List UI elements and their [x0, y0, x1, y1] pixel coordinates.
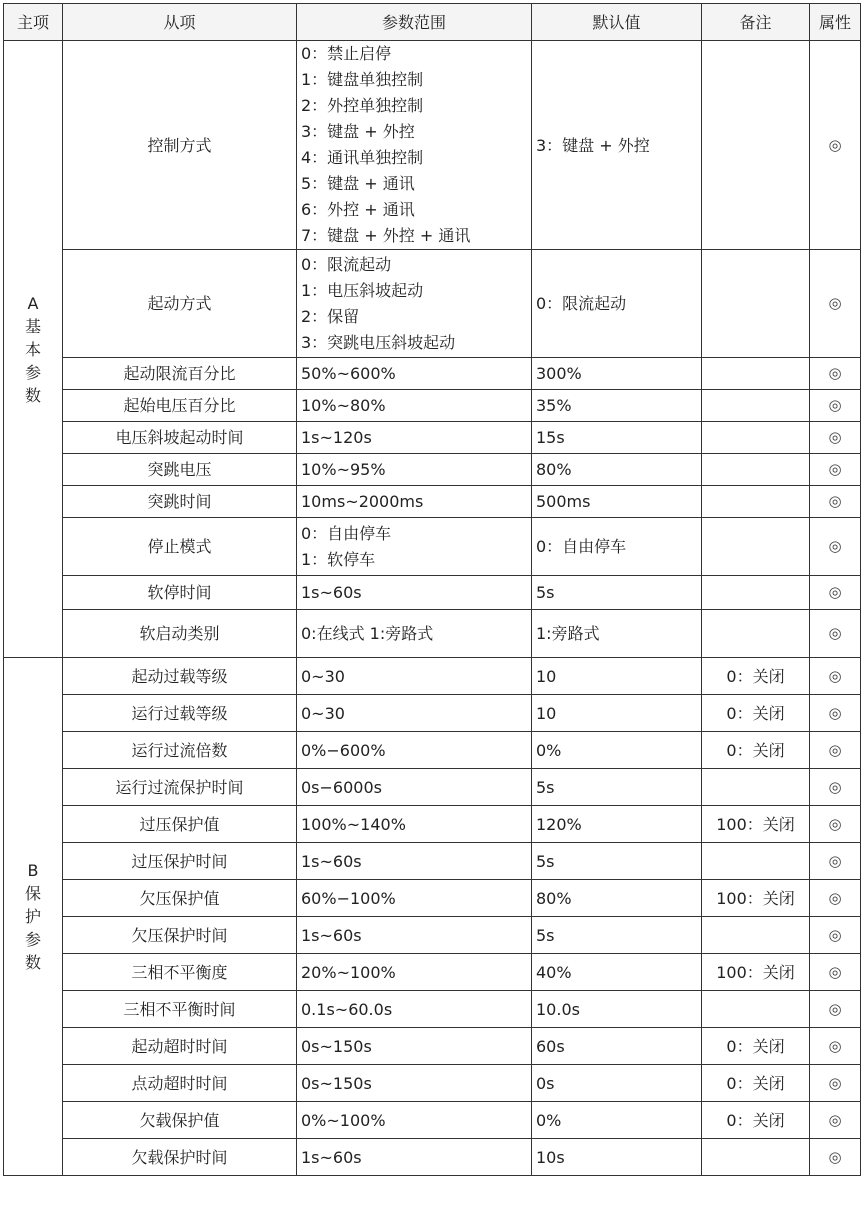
param-default: 60s — [532, 1028, 702, 1065]
param-name: 软启动类别 — [63, 610, 297, 658]
param-range — [297, 486, 532, 518]
param-range — [297, 1028, 532, 1065]
section-label-char: 参 — [24, 362, 41, 382]
param-note: 0：关闭 — [702, 732, 810, 769]
param-range — [297, 576, 532, 610]
attribute-icon: ◎ — [810, 917, 861, 954]
param-range — [297, 1139, 532, 1176]
param-default: 3：键盘 + 外控 — [532, 41, 702, 250]
param-default: 0s — [532, 1065, 702, 1102]
section-label-char: 本 — [24, 339, 41, 359]
param-name: 点动超时时间 — [63, 1065, 297, 1102]
param-range — [297, 454, 532, 486]
param-note: 0：关闭 — [702, 1028, 810, 1065]
table-row — [4, 991, 861, 1028]
param-note: 0：关闭 — [702, 695, 810, 732]
table-row — [4, 1139, 861, 1176]
param-name: 运行过载等级 — [63, 695, 297, 732]
table-row — [4, 576, 861, 610]
param-default: 0：自由停车 — [532, 518, 702, 576]
attribute-icon: ◎ — [810, 732, 861, 769]
table-row — [4, 658, 861, 695]
param-range — [297, 769, 532, 806]
table-row — [4, 41, 861, 250]
range-option: 2：保留 — [301, 306, 360, 326]
range-option: 1s~60s — [301, 925, 362, 945]
param-name: 软停时间 — [63, 576, 297, 610]
attribute-icon: ◎ — [810, 41, 861, 250]
attribute-icon: ◎ — [810, 1139, 861, 1176]
header-default: 默认值 — [532, 4, 702, 41]
header-attribute: 属性 — [810, 4, 861, 41]
range-option: 1s~60s — [301, 583, 362, 602]
param-default: 120% — [532, 806, 702, 843]
table-row — [4, 806, 861, 843]
param-note — [702, 991, 810, 1028]
section-label-char: 基 — [24, 316, 41, 336]
param-note — [702, 486, 810, 518]
table-row — [4, 917, 861, 954]
range-option: 5：键盘 + 通讯 — [301, 174, 415, 193]
param-range — [297, 358, 532, 390]
param-range — [297, 917, 532, 954]
range-option: 100%~140% — [301, 814, 406, 834]
param-range — [297, 610, 532, 658]
param-range — [297, 422, 532, 454]
param-name: 欠压保护值 — [63, 880, 297, 917]
table-row — [4, 1028, 861, 1065]
attribute-icon: ◎ — [810, 991, 861, 1028]
param-default: 15s — [532, 422, 702, 454]
range-option: 0：限流起动 — [301, 254, 392, 274]
param-range — [297, 732, 532, 769]
attribute-icon: ◎ — [810, 1065, 861, 1102]
range-option: 1s~60s — [301, 851, 362, 871]
range-option: 10ms~2000ms — [301, 492, 424, 511]
table-row — [4, 954, 861, 991]
section-label-char: 数 — [24, 953, 41, 972]
range-option: 10%~95% — [301, 460, 386, 479]
param-name: 欠压保护时间 — [63, 917, 297, 954]
section-label-char: 数 — [24, 385, 41, 405]
param-name: 突跳时间 — [63, 486, 297, 518]
table-row — [4, 518, 861, 576]
param-name: 欠载保护值 — [63, 1102, 297, 1139]
param-default: 10 — [532, 695, 702, 732]
param-range — [297, 1065, 532, 1102]
table-row — [4, 695, 861, 732]
range-option: 4：通讯单独控制 — [301, 148, 424, 167]
section-label-char: A — [27, 293, 39, 313]
param-default: 0% — [532, 1102, 702, 1139]
range-option: 0~30 — [301, 703, 345, 723]
table-row — [4, 250, 861, 358]
attribute-icon: ◎ — [810, 658, 861, 695]
header-note: 备注 — [702, 4, 810, 41]
table-row — [4, 769, 861, 806]
table-row — [4, 880, 861, 917]
param-note — [702, 769, 810, 806]
param-note — [702, 358, 810, 390]
range-option: 3：键盘 + 外控 — [301, 122, 415, 141]
section-label-char: 保 — [24, 884, 41, 903]
header-range: 参数范围 — [297, 4, 532, 41]
param-note: 0：关闭 — [702, 658, 810, 695]
param-name: 起始电压百分比 — [63, 390, 297, 422]
attribute-icon: ◎ — [810, 843, 861, 880]
attribute-icon: ◎ — [810, 1028, 861, 1065]
section-label-char: 参 — [24, 930, 41, 949]
parameter-table — [3, 3, 861, 1176]
attribute-icon: ◎ — [810, 358, 861, 390]
section-label — [4, 41, 63, 658]
header-row — [4, 4, 861, 41]
param-note — [702, 518, 810, 576]
table-row — [4, 454, 861, 486]
attribute-icon: ◎ — [810, 769, 861, 806]
attribute-icon: ◎ — [810, 250, 861, 358]
param-note — [702, 610, 810, 658]
param-name: 电压斜坡起动时间 — [63, 422, 297, 454]
param-range — [297, 250, 532, 358]
range-option: 0:在线式 1:旁路式 — [301, 624, 434, 643]
range-option: 1s~60s — [301, 1147, 362, 1167]
param-note — [702, 576, 810, 610]
param-note — [702, 454, 810, 486]
param-note — [702, 1139, 810, 1176]
header-sub-item: 从项 — [63, 4, 297, 41]
table-row — [4, 1102, 861, 1139]
param-note: 100：关闭 — [702, 880, 810, 917]
param-default: 5s — [532, 917, 702, 954]
param-range — [297, 41, 532, 250]
attribute-icon: ◎ — [810, 610, 861, 658]
attribute-icon: ◎ — [810, 1102, 861, 1139]
attribute-icon: ◎ — [810, 518, 861, 576]
table-row — [4, 486, 861, 518]
table-row — [4, 1065, 861, 1102]
param-range — [297, 518, 532, 576]
param-name: 起动过载等级 — [63, 658, 297, 695]
param-range — [297, 843, 532, 880]
param-name: 三相不平衡时间 — [63, 991, 297, 1028]
param-note: 100：关闭 — [702, 806, 810, 843]
param-note — [702, 843, 810, 880]
param-note — [702, 422, 810, 454]
param-note — [702, 390, 810, 422]
range-option: 2：外控单独控制 — [301, 96, 424, 115]
param-default: 10s — [532, 1139, 702, 1176]
table-row — [4, 358, 861, 390]
param-default: 0：限流起动 — [532, 250, 702, 358]
table-row — [4, 732, 861, 769]
param-note — [702, 41, 810, 250]
param-default: 1:旁路式 — [532, 610, 702, 658]
range-option: 20%~100% — [301, 962, 396, 982]
attribute-icon: ◎ — [810, 806, 861, 843]
section-label-char: B — [27, 861, 39, 880]
param-default: 80% — [532, 880, 702, 917]
param-default: 10.0s — [532, 991, 702, 1028]
attribute-icon: ◎ — [810, 422, 861, 454]
range-option: 0：自由停车 — [301, 523, 392, 543]
range-option: 6：外控 + 通讯 — [301, 200, 415, 219]
param-name: 控制方式 — [63, 41, 297, 250]
param-note — [702, 250, 810, 358]
param-note — [702, 917, 810, 954]
table-row — [4, 610, 861, 658]
param-range — [297, 954, 532, 991]
param-name: 运行过流倍数 — [63, 732, 297, 769]
param-name: 停止模式 — [63, 518, 297, 576]
param-range — [297, 991, 532, 1028]
range-option: 50%~600% — [301, 364, 396, 383]
attribute-icon: ◎ — [810, 954, 861, 991]
range-option: 60%−100% — [301, 888, 396, 908]
param-default: 300% — [532, 358, 702, 390]
param-note: 0：关闭 — [702, 1102, 810, 1139]
range-option: 7：键盘 + 外控 + 通讯 — [301, 226, 471, 245]
range-option: 1：软停车 — [301, 549, 376, 569]
table-row — [4, 843, 861, 880]
range-option: 10%~80% — [301, 396, 386, 415]
param-range — [297, 390, 532, 422]
param-name: 起动限流百分比 — [63, 358, 297, 390]
param-default: 5s — [532, 769, 702, 806]
param-note: 0：关闭 — [702, 1065, 810, 1102]
param-default: 5s — [532, 843, 702, 880]
attribute-icon: ◎ — [810, 390, 861, 422]
param-name: 起动方式 — [63, 250, 297, 358]
param-range — [297, 695, 532, 732]
header-main-item: 主项 — [4, 4, 63, 41]
attribute-icon: ◎ — [810, 880, 861, 917]
range-option: 1s~120s — [301, 428, 372, 447]
section-label — [4, 658, 63, 1176]
range-option: 0s~150s — [301, 1036, 372, 1056]
param-name: 运行过流保护时间 — [63, 769, 297, 806]
attribute-icon: ◎ — [810, 486, 861, 518]
range-option: 0：禁止启停 — [301, 44, 392, 63]
param-name: 起动超时时间 — [63, 1028, 297, 1065]
attribute-icon: ◎ — [810, 454, 861, 486]
param-range — [297, 880, 532, 917]
param-name: 三相不平衡度 — [63, 954, 297, 991]
attribute-icon: ◎ — [810, 576, 861, 610]
range-option: 0s−6000s — [301, 777, 382, 797]
param-note: 100：关闭 — [702, 954, 810, 991]
table-row — [4, 422, 861, 454]
param-default: 35% — [532, 390, 702, 422]
param-name: 过压保护值 — [63, 806, 297, 843]
param-range — [297, 806, 532, 843]
param-default: 10 — [532, 658, 702, 695]
section-label-char: 护 — [24, 907, 41, 926]
param-default: 5s — [532, 576, 702, 610]
param-name: 突跳电压 — [63, 454, 297, 486]
range-option: 1：键盘单独控制 — [301, 70, 424, 89]
param-default: 0% — [532, 732, 702, 769]
attribute-icon: ◎ — [810, 695, 861, 732]
param-range — [297, 1102, 532, 1139]
param-default: 80% — [532, 454, 702, 486]
range-option: 3：突跳电压斜坡起动 — [301, 332, 456, 352]
param-name: 过压保护时间 — [63, 843, 297, 880]
range-option: 0.1s~60.0s — [301, 999, 393, 1019]
range-option: 0~30 — [301, 666, 345, 686]
param-default: 40% — [532, 954, 702, 991]
range-option: 0%~100% — [301, 1110, 386, 1130]
param-name: 欠载保护时间 — [63, 1139, 297, 1176]
range-option: 0%−600% — [301, 740, 386, 760]
param-default: 500ms — [532, 486, 702, 518]
range-option: 1：电压斜坡起动 — [301, 280, 424, 300]
param-range — [297, 658, 532, 695]
range-option: 0s~150s — [301, 1073, 372, 1093]
table-row — [4, 390, 861, 422]
